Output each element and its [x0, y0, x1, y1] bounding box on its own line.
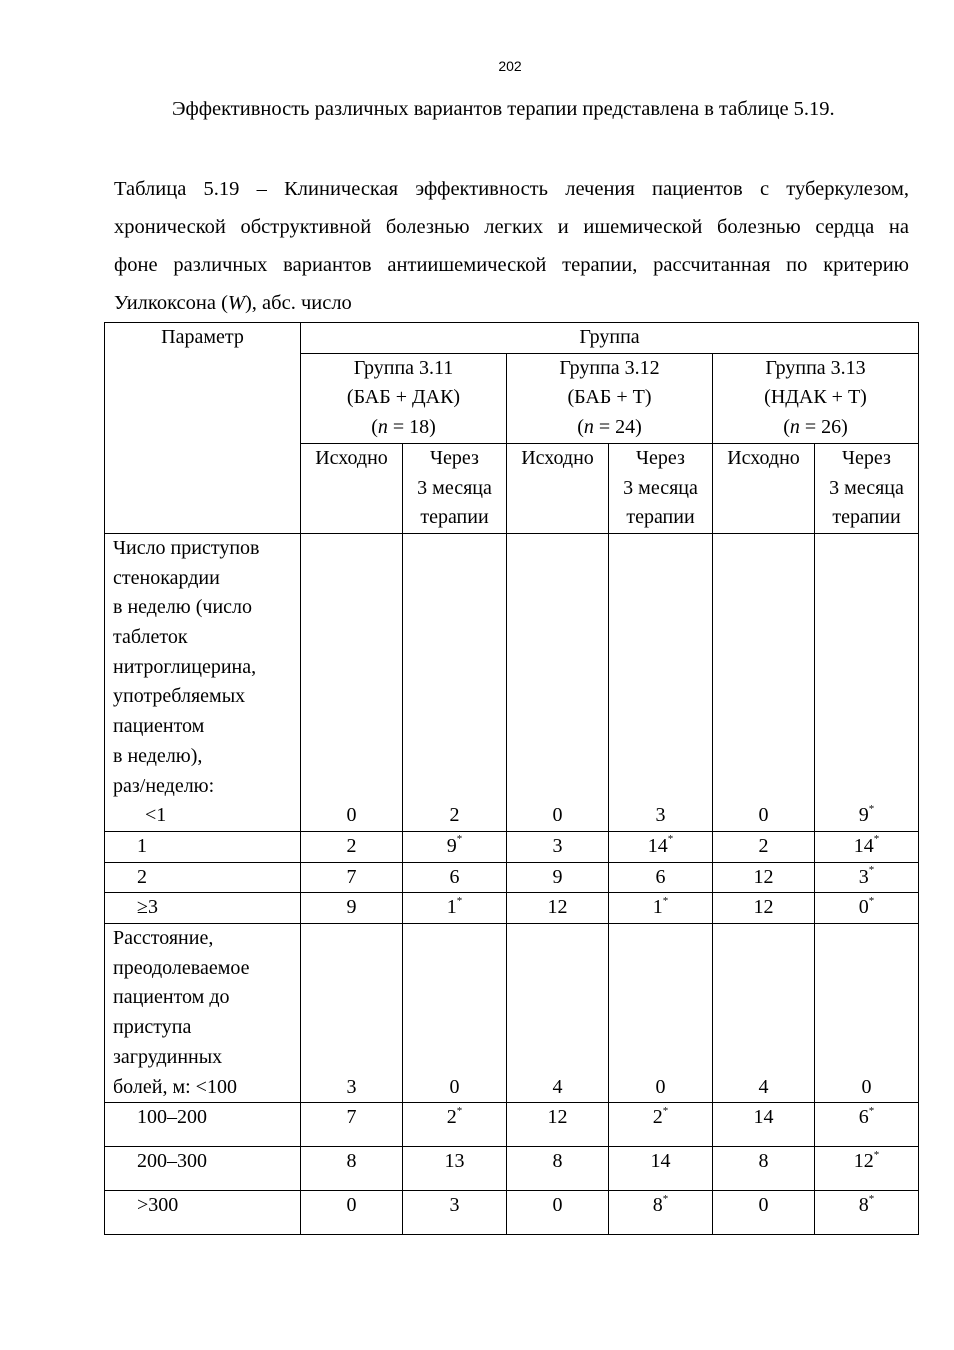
cell-number: 8	[858, 1194, 869, 1217]
cell-value	[507, 893, 609, 924]
cell-value	[815, 1147, 919, 1191]
cell-number: 2	[446, 1106, 457, 1129]
cell-number: 0	[858, 896, 869, 919]
header-group-312: Группа 3.12 (БАБ + Т) (n = 24)	[507, 353, 713, 443]
table-row	[105, 1191, 919, 1235]
table-row	[105, 862, 919, 893]
cell-number: 1	[652, 896, 663, 919]
cell-number: 12	[753, 896, 774, 919]
cell-number: 14	[650, 1150, 671, 1173]
cell-number: 3	[858, 865, 869, 888]
cell-value	[507, 1147, 609, 1191]
cell-value	[301, 862, 403, 893]
cell-number: 12	[753, 865, 774, 888]
table-row	[105, 893, 919, 924]
cell-value	[713, 1103, 815, 1147]
cell-value	[609, 831, 713, 862]
cell-value: 3	[301, 924, 403, 1103]
cell-value	[403, 1191, 507, 1235]
significance-star: *	[868, 802, 875, 815]
cell-number: 9	[346, 896, 357, 919]
cell-value	[713, 533, 815, 831]
cell-value	[403, 831, 507, 862]
caption-w: W	[227, 292, 245, 314]
cell-number: 7	[346, 1106, 357, 1129]
table-row	[105, 924, 919, 1103]
cell-value	[815, 893, 919, 924]
row-label: 200–300	[105, 1147, 301, 1191]
cell-value	[609, 862, 713, 893]
cell-value	[713, 862, 815, 893]
cell-value	[301, 1147, 403, 1191]
cell-number: 1	[446, 896, 457, 919]
header-after: Через 3 месяца терапии	[609, 443, 713, 533]
cell-value	[507, 831, 609, 862]
header-row-1	[105, 323, 919, 354]
header-baseline: Исходно	[507, 443, 609, 533]
cell-value: 0	[815, 924, 919, 1103]
cell-number: 9	[552, 865, 563, 888]
cell-value	[403, 1103, 507, 1147]
row-label: >300	[105, 1191, 301, 1235]
cell-number: 8	[346, 1150, 357, 1173]
cell-number: 14	[853, 834, 874, 857]
cell-number: 0	[758, 804, 769, 827]
cell-value: 0	[609, 924, 713, 1103]
significance-star: *	[873, 1148, 880, 1161]
cell-value	[713, 893, 815, 924]
section2-title: Расстояние, преодолеваемое пациентом до приступа загрудинных болей, м: <100	[105, 924, 301, 1103]
cell-number: 2	[346, 834, 357, 857]
cell-value: 4	[507, 924, 609, 1103]
cell-number: 13	[444, 1150, 465, 1173]
cell-number: 8	[652, 1194, 663, 1217]
data-table	[104, 322, 919, 1235]
cell-number: 3	[552, 834, 563, 857]
cell-value	[403, 862, 507, 893]
significance-star: *	[873, 833, 880, 846]
cell-number: 0	[552, 804, 563, 827]
row-label: ≥3	[105, 893, 301, 924]
significance-star: *	[868, 894, 875, 907]
significance-star: *	[456, 833, 463, 846]
intro-paragraph: Эффективность различных вариантов терапии представлена в таблице 5.19.	[172, 98, 835, 120]
cell-value	[815, 1103, 919, 1147]
significance-star: *	[667, 833, 674, 846]
header-param: Параметр	[105, 323, 301, 534]
cell-number: 8	[758, 1150, 769, 1173]
cell-number: 9	[446, 834, 457, 857]
cell-number: 0	[552, 1194, 563, 1217]
cell-number: 14	[753, 1106, 774, 1129]
cell-number: 12	[547, 896, 568, 919]
significance-star: *	[868, 1104, 875, 1117]
cell-value	[609, 533, 713, 831]
header-baseline: Исходно	[713, 443, 815, 533]
page-number: 202	[498, 58, 522, 74]
significance-star: *	[456, 894, 463, 907]
table-row	[105, 831, 919, 862]
significance-star: *	[868, 864, 875, 876]
cell-value	[507, 1103, 609, 1147]
cell-number: 0	[346, 1194, 357, 1217]
section1-title: Число приступов стенокардии в неделю (число таблеток нитроглицерина, употребляемых пациентом в неделю), раз/неделю: <1	[105, 533, 301, 831]
cell-number: 0	[346, 804, 357, 827]
significance-star: *	[662, 1192, 669, 1205]
caption-line: хронической обструктивной болезнью легких и ишемической болезнью сердца на	[114, 216, 909, 238]
cell-value: 0	[403, 924, 507, 1103]
cell-value	[403, 1147, 507, 1191]
header-group-311: Группа 3.11 (БАБ + ДАК) (n = 18)	[301, 353, 507, 443]
cell-number: 3	[655, 804, 666, 827]
cell-number: 7	[346, 865, 357, 888]
caption-line: Таблица 5.19 – Клиническая эффективность лечения пациентов с туберкулезом,	[114, 178, 909, 200]
cell-number: 12	[853, 1150, 874, 1173]
header-after: Через 3 месяца терапии	[815, 443, 919, 533]
significance-star: *	[662, 894, 669, 907]
cell-value	[815, 533, 919, 831]
cell-value	[815, 1191, 919, 1235]
cell-value	[403, 893, 507, 924]
cell-value	[609, 893, 713, 924]
table-row	[105, 1103, 919, 1147]
row-label: 100–200	[105, 1103, 301, 1147]
cell-number: 9	[858, 804, 869, 827]
cell-value	[713, 831, 815, 862]
header-group: Группа	[301, 323, 919, 354]
table-caption	[114, 170, 909, 322]
cell-value	[301, 533, 403, 831]
cell-value	[507, 862, 609, 893]
cell-number: 6	[858, 1106, 869, 1129]
cell-number: 8	[552, 1150, 563, 1173]
row-label: 2	[105, 862, 301, 893]
cell-value	[301, 1103, 403, 1147]
cell-value	[713, 1191, 815, 1235]
significance-star: *	[456, 1104, 463, 1117]
cell-number: 2	[449, 804, 460, 827]
row-label: 1	[105, 831, 301, 862]
caption-line: фоне различных вариантов антиишемической терапии, рассчитанная по критерию	[114, 254, 909, 276]
cell-number: 6	[655, 865, 666, 888]
caption-line: Уилкоксона (W), абс. число	[114, 292, 352, 314]
cell-value	[301, 893, 403, 924]
header-after: Через 3 месяца терапии	[403, 443, 507, 533]
cell-value	[609, 1147, 713, 1191]
cell-number: 3	[449, 1194, 460, 1217]
table-row	[105, 533, 919, 831]
cell-value	[815, 862, 919, 893]
cell-value	[609, 1191, 713, 1235]
table-row	[105, 1147, 919, 1191]
significance-star: *	[662, 1104, 669, 1117]
cell-value	[609, 1103, 713, 1147]
cell-value: 4	[713, 924, 815, 1103]
significance-star: *	[868, 1192, 875, 1205]
header-baseline: Исходно	[301, 443, 403, 533]
cell-number: 2	[758, 834, 769, 857]
cell-number: 12	[547, 1106, 568, 1129]
cell-value	[403, 533, 507, 831]
cell-value	[713, 1147, 815, 1191]
cell-number: 6	[449, 865, 460, 888]
cell-value	[815, 831, 919, 862]
cell-number: 2	[652, 1106, 663, 1129]
cell-value	[301, 831, 403, 862]
cell-value	[507, 1191, 609, 1235]
header-group-313: Группа 3.13 (НДАК + Т) (n = 26)	[713, 353, 919, 443]
cell-value	[301, 1191, 403, 1235]
cell-number: 0	[758, 1194, 769, 1217]
cell-number: 14	[647, 834, 668, 857]
cell-value	[507, 533, 609, 831]
